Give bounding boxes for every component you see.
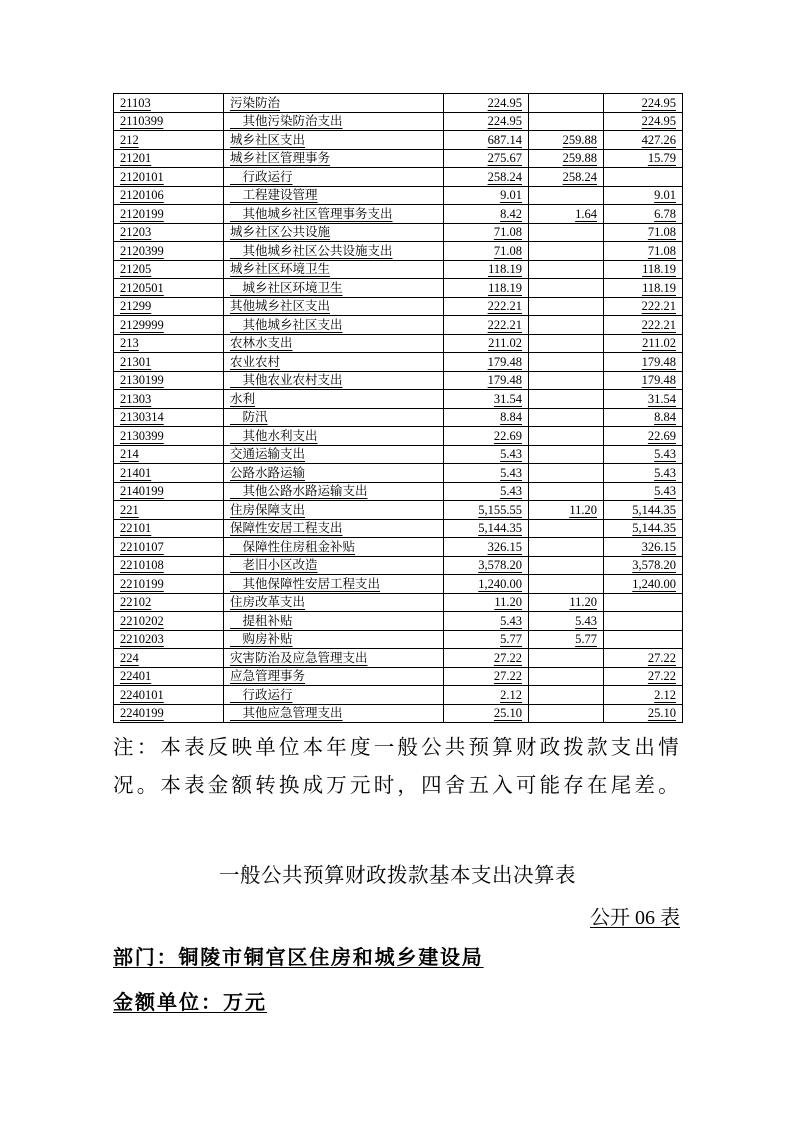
code-cell: 2240199 bbox=[114, 704, 224, 723]
table-row bbox=[114, 371, 683, 390]
name-cell: 其他城乡社区管理事务支出 bbox=[224, 205, 444, 224]
name-cell: 城乡社区公共设施 bbox=[224, 223, 444, 242]
amount-cell-3: 5.43 bbox=[604, 482, 683, 501]
amount-cell-3: 179.48 bbox=[604, 353, 683, 372]
amount-cell-2 bbox=[529, 94, 604, 113]
amount-cell-3: 71.08 bbox=[604, 223, 683, 242]
amount-cell-1: 5.43 bbox=[444, 445, 529, 464]
amount-cell-2 bbox=[529, 464, 604, 483]
amount-cell-3: 427.26 bbox=[604, 131, 683, 150]
table-number-row bbox=[113, 901, 680, 930]
amount-cell-2: 258.24 bbox=[529, 168, 604, 187]
amount-cell-3: 5.43 bbox=[604, 445, 683, 464]
amount-cell-3: 326.15 bbox=[604, 538, 683, 557]
amount-cell-3: 6.78 bbox=[604, 205, 683, 224]
code-cell: 21301 bbox=[114, 353, 224, 372]
amount-cell-1: 224.95 bbox=[444, 112, 529, 131]
table-row bbox=[114, 556, 683, 575]
amount-cell-2 bbox=[529, 297, 604, 316]
code-cell: 2120501 bbox=[114, 279, 224, 298]
code-cell: 212 bbox=[114, 131, 224, 150]
amount-cell-1: 71.08 bbox=[444, 223, 529, 242]
amount-cell-1: 71.08 bbox=[444, 242, 529, 261]
amount-cell-2 bbox=[529, 186, 604, 205]
code-cell: 2210202 bbox=[114, 612, 224, 631]
table-row bbox=[114, 427, 683, 446]
table-row bbox=[114, 205, 683, 224]
amount-cell-1: 179.48 bbox=[444, 371, 529, 390]
amount-cell-1: 27.22 bbox=[444, 649, 529, 668]
code-cell: 2130199 bbox=[114, 371, 224, 390]
name-cell: 交通运输支出 bbox=[224, 445, 444, 464]
name-cell: 农林水支出 bbox=[224, 334, 444, 353]
amount-cell-3: 224.95 bbox=[604, 94, 683, 113]
table-row bbox=[114, 704, 683, 723]
amount-cell-3: 9.01 bbox=[604, 186, 683, 205]
name-cell: 保障性住房租金补贴 bbox=[224, 538, 444, 557]
table-row bbox=[114, 334, 683, 353]
table-row bbox=[114, 112, 683, 131]
code-cell: 21205 bbox=[114, 260, 224, 279]
code-cell: 224 bbox=[114, 649, 224, 668]
name-cell: 行政运行 bbox=[224, 168, 444, 187]
amount-cell-1: 5,155.55 bbox=[444, 501, 529, 520]
amount-cell-1: 326.15 bbox=[444, 538, 529, 557]
amount-cell-1: 22.69 bbox=[444, 427, 529, 446]
amount-cell-2 bbox=[529, 686, 604, 705]
amount-cell-1: 275.67 bbox=[444, 149, 529, 168]
table-row bbox=[114, 501, 683, 520]
code-cell: 2210199 bbox=[114, 575, 224, 594]
amount-cell-1: 8.42 bbox=[444, 205, 529, 224]
amount-cell-3 bbox=[604, 593, 683, 612]
department-row bbox=[113, 941, 484, 970]
code-cell: 21203 bbox=[114, 223, 224, 242]
amount-cell-2 bbox=[529, 667, 604, 686]
amount-cell-2 bbox=[529, 371, 604, 390]
name-cell: 行政运行 bbox=[224, 686, 444, 705]
amount-cell-2 bbox=[529, 556, 604, 575]
amount-cell-1: 3,578.20 bbox=[444, 556, 529, 575]
name-cell: 其他应急管理支出 bbox=[224, 704, 444, 723]
table-row bbox=[114, 464, 683, 483]
code-cell: 22102 bbox=[114, 593, 224, 612]
table-row bbox=[114, 186, 683, 205]
amount-cell-1: 5.43 bbox=[444, 464, 529, 483]
table-row bbox=[114, 168, 683, 187]
amount-cell-1: 31.54 bbox=[444, 390, 529, 409]
code-cell: 2130399 bbox=[114, 427, 224, 446]
name-cell: 其他城乡社区支出 bbox=[224, 316, 444, 335]
amount-cell-1: 1,240.00 bbox=[444, 575, 529, 594]
amount-cell-2 bbox=[529, 390, 604, 409]
amount-cell-2 bbox=[529, 279, 604, 298]
unit-row bbox=[113, 986, 267, 1015]
amount-cell-3: 118.19 bbox=[604, 279, 683, 298]
table-row bbox=[114, 408, 683, 427]
amount-cell-1: 222.21 bbox=[444, 316, 529, 335]
code-cell: 2130314 bbox=[114, 408, 224, 427]
amount-cell-2: 259.88 bbox=[529, 149, 604, 168]
page-title: 一般公共预算财政拨款基本支出决算表 bbox=[219, 865, 576, 887]
name-cell: 其他污染防治支出 bbox=[224, 112, 444, 131]
amount-cell-1: 11.20 bbox=[444, 593, 529, 612]
name-cell: 老旧小区改造 bbox=[224, 556, 444, 575]
amount-cell-2: 5.77 bbox=[529, 630, 604, 649]
amount-cell-1: 27.22 bbox=[444, 667, 529, 686]
code-cell: 2140199 bbox=[114, 482, 224, 501]
table-footnote: 注：本表反映单位本年度一般公共预算财政拨款支出情况。本表金额转换成万元时，四舍五入可能存在尾差。 bbox=[113, 737, 682, 797]
code-cell: 2120106 bbox=[114, 186, 224, 205]
amount-cell-3: 5,144.35 bbox=[604, 501, 683, 520]
table-row bbox=[114, 149, 683, 168]
amount-cell-1: 222.21 bbox=[444, 297, 529, 316]
amount-cell-1: 5.77 bbox=[444, 630, 529, 649]
name-cell: 公路水路运输 bbox=[224, 464, 444, 483]
table-row bbox=[114, 260, 683, 279]
table-row bbox=[114, 667, 683, 686]
code-cell: 2120101 bbox=[114, 168, 224, 187]
amount-cell-2 bbox=[529, 112, 604, 131]
amount-cell-2 bbox=[529, 260, 604, 279]
code-cell: 22101 bbox=[114, 519, 224, 538]
amount-cell-3: 5,144.35 bbox=[604, 519, 683, 538]
table-row bbox=[114, 519, 683, 538]
amount-cell-3 bbox=[604, 168, 683, 187]
amount-cell-2 bbox=[529, 223, 604, 242]
amount-cell-3: 224.95 bbox=[604, 112, 683, 131]
amount-cell-2 bbox=[529, 575, 604, 594]
table-row bbox=[114, 575, 683, 594]
code-cell: 2120199 bbox=[114, 205, 224, 224]
amount-cell-3: 3,578.20 bbox=[604, 556, 683, 575]
code-cell: 2240101 bbox=[114, 686, 224, 705]
table-row bbox=[114, 297, 683, 316]
name-cell: 应急管理事务 bbox=[224, 667, 444, 686]
amount-cell-3: 5.43 bbox=[604, 464, 683, 483]
table-row bbox=[114, 630, 683, 649]
amount-cell-2 bbox=[529, 519, 604, 538]
expenditure-table bbox=[113, 93, 683, 723]
name-cell: 工程建设管理 bbox=[224, 186, 444, 205]
amount-cell-3: 27.22 bbox=[604, 667, 683, 686]
amount-cell-3: 31.54 bbox=[604, 390, 683, 409]
name-cell: 灾害防治及应急管理支出 bbox=[224, 649, 444, 668]
amount-cell-2 bbox=[529, 445, 604, 464]
amount-cell-2 bbox=[529, 704, 604, 723]
name-cell: 农业农村 bbox=[224, 353, 444, 372]
amount-cell-2 bbox=[529, 538, 604, 557]
amount-cell-3: 22.69 bbox=[604, 427, 683, 446]
name-cell: 城乡社区环境卫生 bbox=[224, 260, 444, 279]
table-row bbox=[114, 686, 683, 705]
table-row bbox=[114, 353, 683, 372]
name-cell: 保障性安居工程支出 bbox=[224, 519, 444, 538]
table-row bbox=[114, 649, 683, 668]
code-cell: 21103 bbox=[114, 94, 224, 113]
name-cell: 城乡社区管理事务 bbox=[224, 149, 444, 168]
amount-cell-2 bbox=[529, 353, 604, 372]
code-cell: 21401 bbox=[114, 464, 224, 483]
name-cell: 其他保障性安居工程支出 bbox=[224, 575, 444, 594]
code-cell: 2110399 bbox=[114, 112, 224, 131]
name-cell: 防汛 bbox=[224, 408, 444, 427]
amount-cell-1: 211.02 bbox=[444, 334, 529, 353]
amount-cell-2 bbox=[529, 334, 604, 353]
amount-cell-1: 224.95 bbox=[444, 94, 529, 113]
amount-cell-1: 118.19 bbox=[444, 279, 529, 298]
amount-cell-2 bbox=[529, 427, 604, 446]
amount-cell-1: 179.48 bbox=[444, 353, 529, 372]
name-cell: 污染防治 bbox=[224, 94, 444, 113]
code-cell: 21201 bbox=[114, 149, 224, 168]
amount-cell-3: 179.48 bbox=[604, 371, 683, 390]
amount-cell-3: 25.10 bbox=[604, 704, 683, 723]
amount-cell-3 bbox=[604, 630, 683, 649]
table-row bbox=[114, 612, 683, 631]
code-cell: 2129999 bbox=[114, 316, 224, 335]
amount-cell-1: 9.01 bbox=[444, 186, 529, 205]
code-cell: 2120399 bbox=[114, 242, 224, 261]
amount-cell-1: 2.12 bbox=[444, 686, 529, 705]
code-cell: 2210108 bbox=[114, 556, 224, 575]
table-row bbox=[114, 482, 683, 501]
table-number-label: 公开 06 表 bbox=[590, 907, 680, 929]
name-cell: 购房补贴 bbox=[224, 630, 444, 649]
amount-cell-1: 5.43 bbox=[444, 612, 529, 631]
amount-cell-3: 15.79 bbox=[604, 149, 683, 168]
name-cell: 住房保障支出 bbox=[224, 501, 444, 520]
name-cell: 水利 bbox=[224, 390, 444, 409]
amount-cell-1: 5.43 bbox=[444, 482, 529, 501]
table-row bbox=[114, 538, 683, 557]
amount-cell-3: 71.08 bbox=[604, 242, 683, 261]
amount-cell-2: 259.88 bbox=[529, 131, 604, 150]
amount-cell-1: 258.24 bbox=[444, 168, 529, 187]
code-cell: 21299 bbox=[114, 297, 224, 316]
amount-cell-3: 222.21 bbox=[604, 316, 683, 335]
code-cell: 213 bbox=[114, 334, 224, 353]
department-label: 部门：铜陵市铜官区住房和城乡建设局 bbox=[113, 947, 484, 969]
table-row bbox=[114, 593, 683, 612]
table-row bbox=[114, 223, 683, 242]
name-cell: 其他城乡社区支出 bbox=[224, 297, 444, 316]
amount-cell-3: 2.12 bbox=[604, 686, 683, 705]
name-cell: 城乡社区环境卫生 bbox=[224, 279, 444, 298]
amount-cell-2: 5.43 bbox=[529, 612, 604, 631]
code-cell: 2210203 bbox=[114, 630, 224, 649]
amount-cell-3: 27.22 bbox=[604, 649, 683, 668]
table-row bbox=[114, 131, 683, 150]
name-cell: 住房改革支出 bbox=[224, 593, 444, 612]
amount-cell-3: 211.02 bbox=[604, 334, 683, 353]
amount-cell-3: 118.19 bbox=[604, 260, 683, 279]
name-cell: 其他公路水路运输支出 bbox=[224, 482, 444, 501]
amount-cell-2: 11.20 bbox=[529, 501, 604, 520]
table-row bbox=[114, 94, 683, 113]
amount-cell-2 bbox=[529, 649, 604, 668]
amount-cell-3: 8.84 bbox=[604, 408, 683, 427]
name-cell: 其他城乡社区公共设施支出 bbox=[224, 242, 444, 261]
table-row bbox=[114, 445, 683, 464]
name-cell: 城乡社区支出 bbox=[224, 131, 444, 150]
code-cell: 21303 bbox=[114, 390, 224, 409]
name-cell: 其他农业农村支出 bbox=[224, 371, 444, 390]
amount-cell-1: 8.84 bbox=[444, 408, 529, 427]
amount-cell-2 bbox=[529, 316, 604, 335]
amount-cell-2 bbox=[529, 482, 604, 501]
code-cell: 2210107 bbox=[114, 538, 224, 557]
table-row bbox=[114, 242, 683, 261]
name-cell: 其他水利支出 bbox=[224, 427, 444, 446]
table-row bbox=[114, 390, 683, 409]
code-cell: 22401 bbox=[114, 667, 224, 686]
code-cell: 221 bbox=[114, 501, 224, 520]
amount-cell-1: 25.10 bbox=[444, 704, 529, 723]
table-row bbox=[114, 279, 683, 298]
amount-cell-2: 1.64 bbox=[529, 205, 604, 224]
amount-cell-1: 118.19 bbox=[444, 260, 529, 279]
amount-cell-2 bbox=[529, 242, 604, 261]
code-cell: 214 bbox=[114, 445, 224, 464]
amount-cell-3 bbox=[604, 612, 683, 631]
amount-cell-2 bbox=[529, 408, 604, 427]
amount-cell-3: 222.21 bbox=[604, 297, 683, 316]
amount-cell-1: 687.14 bbox=[444, 131, 529, 150]
name-cell: 提租补贴 bbox=[224, 612, 444, 631]
amount-cell-1: 5,144.35 bbox=[444, 519, 529, 538]
amount-cell-2: 11.20 bbox=[529, 593, 604, 612]
table-row bbox=[114, 316, 683, 335]
amount-cell-3: 1,240.00 bbox=[604, 575, 683, 594]
amount-unit-label: 金额单位：万元 bbox=[113, 992, 267, 1014]
